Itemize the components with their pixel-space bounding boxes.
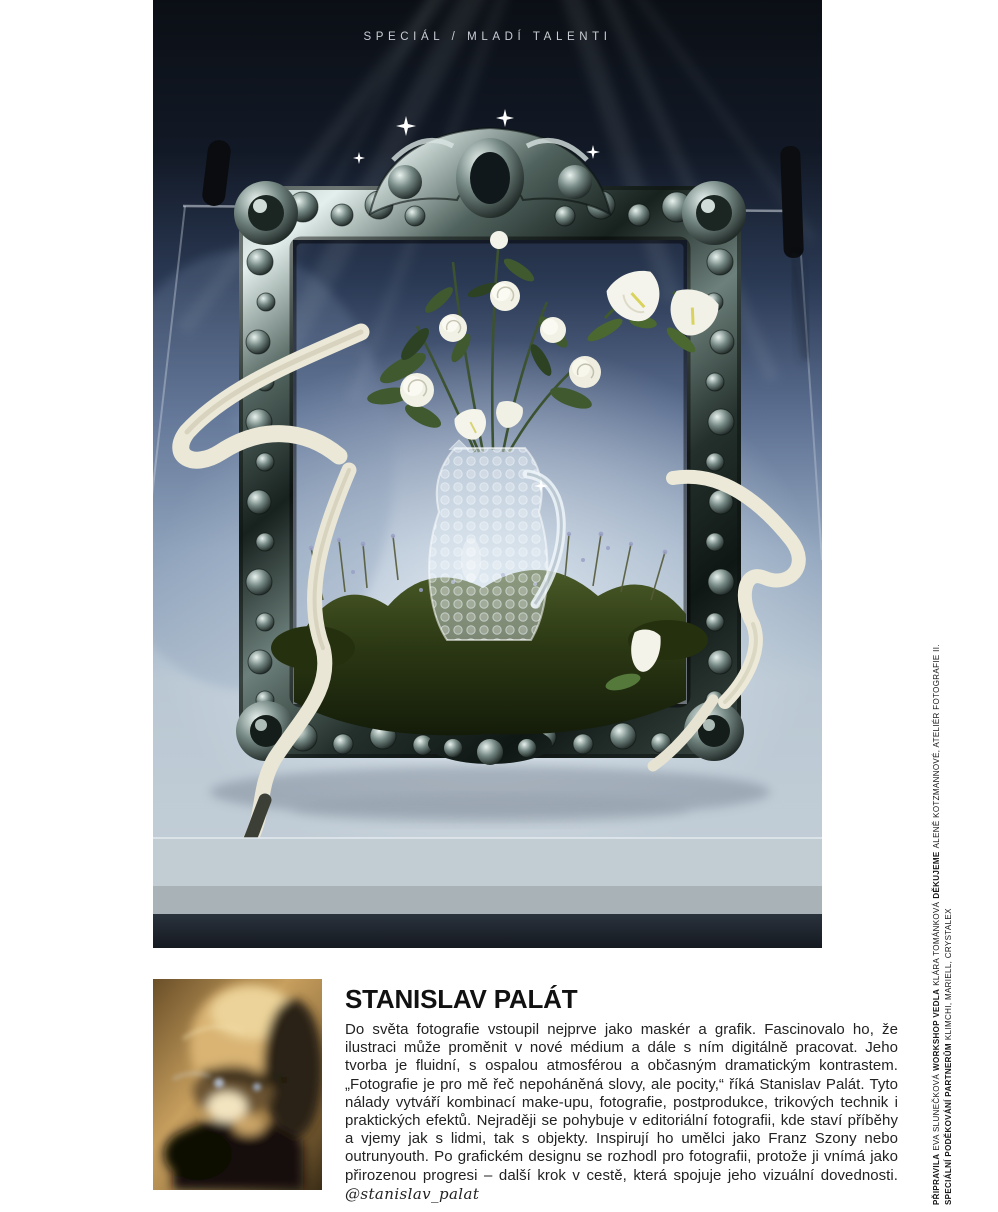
credit-name: EVA SLUNEČKOVÁ — [932, 1073, 941, 1151]
credit-label: SPECIÁLNÍ PODĚKOVÁNÍ PARTNERŮM — [943, 1043, 953, 1205]
credit-label: WORKSHOP VEDLA — [932, 988, 941, 1071]
bio-text: Do světa fotografie vstoupil nejprve jako maskér a grafik. Fascinovalo ho, že ilustraci může proměnit v nové médium a dále s ním digitálně pracovat. Jeho tvorba je fluidní, s ospalou atmosférou a občasným dramatickým kontrastem. „Fotografie je pro mě řeč nepoháněná slovy, ale pocity,“ říká Stanislav Palát. Tyto nálady vytváří kombinací make-upu, fotografie, postprodukce, trikových technik i praktických efektů. Nejraději se pohybuje v editoriální fotografii, kde staví příběhy a vjemy jak s lidmi, tak s objekty. Inspirují ho umělci jako Franz Szony nebo outrunyouth. Po grafickém designu se rozhodl pro fotografii, protože ji vnímá jako přirozenou progresi – další krok v cestě, která spojuje jeho vizuální dovednosti. — [345, 1021, 898, 1184]
credits-line-1 — [931, 643, 943, 1205]
table-surface — [153, 838, 822, 948]
instagram-handle: @stanislav_palat — [345, 1184, 480, 1203]
credit-name: KLÁRA TOMÁNKOVÁ — [932, 901, 941, 986]
section-kicker: SPECIÁL / MLADÍ TALENTI — [363, 31, 612, 43]
credit-name: ALENĚ KOTZMANNOVÉ, ATELIÉR FOTOGRAFIE II. — [932, 644, 941, 849]
credit-label: DĚKUJEME — [932, 851, 941, 899]
credits-line-2 — [943, 643, 955, 1205]
bio-paragraph — [345, 1021, 898, 1204]
credit-name: KLIMCHI, MARIELL, CRYSTALEX — [943, 908, 953, 1041]
main-editorial-photo — [153, 0, 822, 948]
bio-block — [345, 984, 898, 1204]
author-portrait — [153, 979, 322, 1190]
artist-name-title: STANISLAV PALÁT — [345, 984, 578, 1014]
credit-label: PŘIPRAVILA — [932, 1153, 941, 1205]
photo-credits — [931, 643, 954, 1205]
